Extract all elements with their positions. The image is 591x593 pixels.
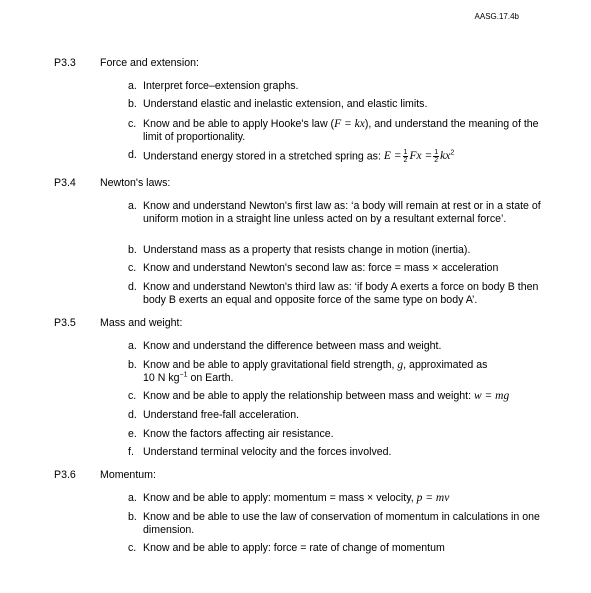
section-heading: Mass and weight: bbox=[100, 317, 183, 329]
item-letter: d. bbox=[128, 409, 137, 421]
item-text: Know and be able to apply Hooke's law (F = kx), and understand the meaning of the limit of proportionality. bbox=[143, 118, 539, 143]
item-letter: a. bbox=[128, 340, 137, 352]
section-code: P3.5 bbox=[54, 317, 76, 329]
item-text: Know and be able to apply: momentum = mass × velocity, p = mv bbox=[143, 492, 450, 504]
item-text: Know and understand the difference between mass and weight. bbox=[143, 340, 442, 352]
item-text: Understand energy stored in a stretched spring as: E = $\frac{1}{2}$ Fx = $\frac{1}{2}$ $kx^2$ bbox=[143, 149, 455, 164]
item-letter: e. bbox=[128, 428, 137, 440]
section-code: P3.6 bbox=[54, 469, 76, 481]
item-text: Know and understand Newton's first law as: ‘a body will remain at rest or in a state of uniform motion in a straight line unless acted on by a resultant external force’. bbox=[143, 200, 541, 225]
document-reference: AASG.17.4b bbox=[474, 12, 519, 21]
spring-energy-formula: E = $\frac{1}{2}$ Fx = $\frac{1}{2}$ $kx^2$ bbox=[383, 149, 455, 164]
item-text: Interpret force–extension graphs. bbox=[143, 80, 299, 92]
item-text: Understand free-fall acceleration. bbox=[143, 409, 300, 421]
section-heading: Newton's laws: bbox=[100, 177, 171, 189]
item-letter: a. bbox=[128, 492, 137, 504]
item-text: Understand elastic and inelastic extension, and elastic limits. bbox=[143, 98, 428, 110]
item-text: Know and be able to use the law of conservation of momentum in calculations in one dimension. bbox=[143, 511, 540, 536]
item-letter: f. bbox=[128, 446, 134, 458]
section-heading: Force and extension: bbox=[100, 57, 199, 69]
item-letter: a. bbox=[128, 80, 137, 92]
gravity-value: 10 N kg bbox=[143, 372, 180, 384]
section-code: P3.4 bbox=[54, 177, 76, 189]
item-letter: b. bbox=[128, 359, 137, 371]
weight-formula: w = mg bbox=[474, 390, 510, 402]
item-text: Know the factors affecting air resistance. bbox=[143, 428, 334, 440]
item-text: Know and be able to apply the relationship between mass and weight: w = mg bbox=[143, 390, 510, 402]
section-heading: Momentum: bbox=[100, 469, 156, 481]
gravity-symbol: g bbox=[397, 359, 404, 371]
item-text: Know and understand Newton's third law as: ‘if body A exerts a force on body B then body B exerts an equal and opposite force of the same type on body A’. bbox=[143, 281, 539, 306]
momentum-formula: p = mv bbox=[416, 492, 450, 504]
item-letter: d. bbox=[128, 149, 137, 161]
item-letter: c. bbox=[128, 118, 137, 130]
item-letter: d. bbox=[128, 281, 137, 293]
item-letter: b. bbox=[128, 511, 137, 523]
item-letter: b. bbox=[128, 98, 137, 110]
item-letter: c. bbox=[128, 390, 137, 402]
item-letter: c. bbox=[128, 262, 137, 274]
item-letter: b. bbox=[128, 244, 137, 256]
item-text: Know and understand Newton's second law as: force = mass × acceleration bbox=[143, 262, 499, 274]
section-code: P3.3 bbox=[54, 57, 76, 69]
item-text: Understand mass as a property that resists change in motion (inertia). bbox=[143, 244, 471, 256]
hookes-law-formula: F = kx bbox=[334, 118, 365, 130]
item-text: Know and be able to apply: force = rate of change of momentum bbox=[143, 542, 445, 554]
item-letter: a. bbox=[128, 200, 137, 212]
item-letter: c. bbox=[128, 542, 137, 554]
item-text: Know and be able to apply gravitational field strength, g, approximated as 10 N $kg^{-1}$ on Earth. bbox=[143, 359, 488, 384]
item-text: Understand terminal velocity and the forces involved. bbox=[143, 446, 392, 458]
